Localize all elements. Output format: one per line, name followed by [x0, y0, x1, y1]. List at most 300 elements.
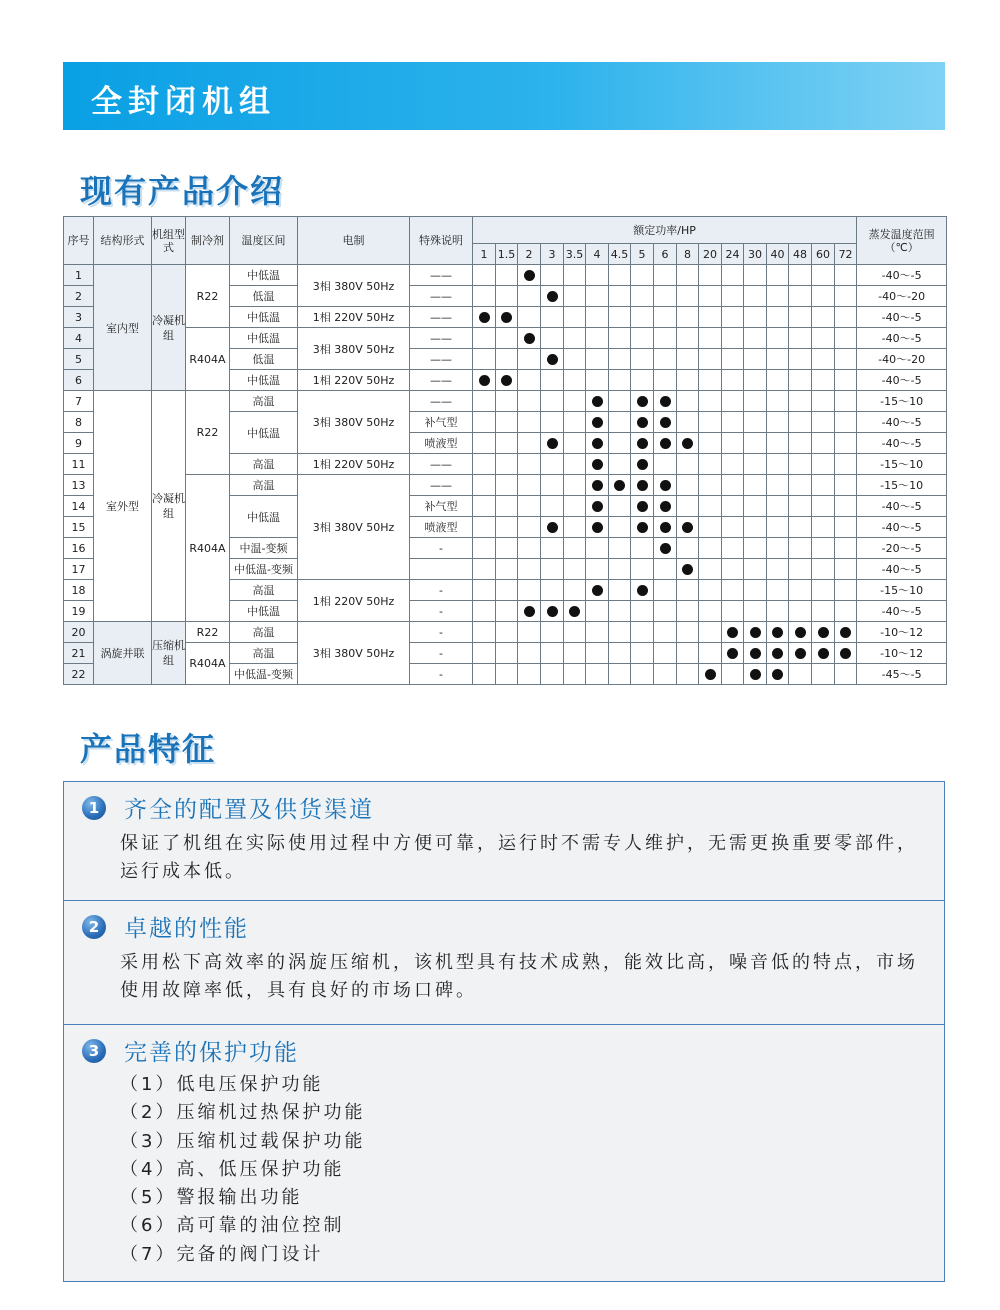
- availability-dot-icon: [592, 417, 603, 428]
- cell-special: 补气型: [410, 496, 473, 517]
- header-evap-range: 蒸发温度范围（℃）: [857, 217, 947, 265]
- cell-evap-range: -40～-20: [857, 286, 947, 307]
- cell-hp: [812, 412, 835, 433]
- cell-seq: 9: [64, 433, 94, 454]
- cell-hp: [586, 517, 609, 538]
- cell-hp: [631, 349, 654, 370]
- availability-dot-icon: [660, 501, 671, 512]
- header-hp: 2: [518, 244, 541, 265]
- availability-dot-icon: [569, 606, 580, 617]
- cell-hp: [789, 454, 812, 475]
- cell-hp: [473, 286, 496, 307]
- cell-hp: [835, 496, 857, 517]
- cell-hp: [789, 517, 812, 538]
- cell-hp: [767, 664, 789, 685]
- availability-dot-icon: [840, 648, 851, 659]
- cell-hp: [677, 517, 699, 538]
- cell-hp: [518, 622, 541, 643]
- cell-hp: [789, 580, 812, 601]
- cell-power-supply: 1相 220V 50Hz: [298, 580, 410, 622]
- cell-special: ——: [410, 454, 473, 475]
- cell-evap-range: -15～10: [857, 580, 947, 601]
- cell-hp: [518, 454, 541, 475]
- availability-dot-icon: [660, 417, 671, 428]
- cell-hp: [744, 454, 767, 475]
- cell-hp: [767, 475, 789, 496]
- cell-hp: [677, 580, 699, 601]
- header-hp: 6: [654, 244, 677, 265]
- cell-hp: [586, 559, 609, 580]
- cell-hp: [789, 286, 812, 307]
- cell-hp: [677, 454, 699, 475]
- cell-evap-range: -40～-20: [857, 349, 947, 370]
- cell-hp: [609, 433, 631, 454]
- cell-hp: [564, 517, 586, 538]
- cell-hp: [631, 601, 654, 622]
- cell-evap-range: -45～-5: [857, 664, 947, 685]
- header-hp: 20: [699, 244, 722, 265]
- cell-hp: [654, 559, 677, 580]
- availability-dot-icon: [818, 648, 829, 659]
- cell-seq: 11: [64, 454, 94, 475]
- cell-special: ——: [410, 391, 473, 412]
- availability-dot-icon: [592, 396, 603, 407]
- cell-special: ——: [410, 475, 473, 496]
- cell-hp: [473, 559, 496, 580]
- cell-hp: [518, 286, 541, 307]
- cell-hp: [473, 349, 496, 370]
- cell-hp: [473, 265, 496, 286]
- cell-hp: [654, 580, 677, 601]
- cell-hp: [744, 622, 767, 643]
- cell-hp: [722, 265, 744, 286]
- cell-hp: [767, 391, 789, 412]
- cell-hp: [789, 664, 812, 685]
- feature-1: [64, 782, 944, 901]
- cell-hp: [473, 601, 496, 622]
- cell-hp: [496, 370, 518, 391]
- cell-temp-range: 中低温: [230, 496, 298, 538]
- cell-hp: [609, 349, 631, 370]
- cell-hp: [541, 475, 564, 496]
- cell-hp: [767, 286, 789, 307]
- cell-hp: [699, 622, 722, 643]
- cell-hp: [564, 265, 586, 286]
- availability-dot-icon: [682, 564, 693, 575]
- cell-hp: [473, 664, 496, 685]
- cell-refrigerant: R404A: [186, 475, 230, 622]
- cell-hp: [789, 349, 812, 370]
- cell-special: ——: [410, 328, 473, 349]
- cell-temp-range: 高温: [230, 580, 298, 601]
- cell-hp: [767, 622, 789, 643]
- cell-hp: [789, 622, 812, 643]
- cell-temp-range: 中低温: [230, 412, 298, 454]
- cell-refrigerant: R22: [186, 391, 230, 475]
- cell-hp: [654, 391, 677, 412]
- cell-hp: [564, 433, 586, 454]
- cell-hp: [518, 580, 541, 601]
- cell-special: ——: [410, 307, 473, 328]
- cell-hp: [564, 307, 586, 328]
- cell-hp: [609, 538, 631, 559]
- cell-hp: [767, 601, 789, 622]
- cell-special: -: [410, 622, 473, 643]
- cell-hp: [496, 349, 518, 370]
- cell-hp: [835, 580, 857, 601]
- cell-evap-range: -15～10: [857, 391, 947, 412]
- cell-hp: [496, 496, 518, 517]
- cell-hp: [609, 643, 631, 664]
- table-row: [64, 328, 947, 349]
- cell-hp: [677, 265, 699, 286]
- cell-hp: [722, 370, 744, 391]
- cell-hp: [812, 286, 835, 307]
- cell-hp: [835, 391, 857, 412]
- availability-dot-icon: [772, 669, 783, 680]
- cell-hp: [496, 538, 518, 559]
- cell-hp: [654, 349, 677, 370]
- cell-hp: [586, 391, 609, 412]
- cell-power-supply: 1相 220V 50Hz: [298, 370, 410, 391]
- page-banner: [63, 62, 945, 130]
- cell-hp: [631, 307, 654, 328]
- cell-special: ——: [410, 265, 473, 286]
- cell-hp: [789, 601, 812, 622]
- cell-refrigerant: R22: [186, 265, 230, 328]
- cell-hp: [812, 538, 835, 559]
- header-rated-power: 额定功率/HP: [473, 217, 857, 244]
- cell-hp: [586, 286, 609, 307]
- header-hp: 60: [812, 244, 835, 265]
- cell-hp: [609, 517, 631, 538]
- cell-special: -: [410, 538, 473, 559]
- cell-hp: [609, 391, 631, 412]
- cell-hp: [564, 328, 586, 349]
- cell-hp: [722, 664, 744, 685]
- cell-hp: [631, 391, 654, 412]
- cell-hp: [654, 517, 677, 538]
- cell-hp: [609, 412, 631, 433]
- cell-hp: [722, 286, 744, 307]
- availability-dot-icon: [637, 585, 648, 596]
- cell-hp: [496, 433, 518, 454]
- header-structure: 结构形式: [94, 217, 152, 265]
- cell-hp: [744, 433, 767, 454]
- cell-hp: [496, 391, 518, 412]
- cell-seq: 17: [64, 559, 94, 580]
- cell-special: -: [410, 664, 473, 685]
- cell-hp: [835, 622, 857, 643]
- header-hp: 4: [586, 244, 609, 265]
- cell-hp: [609, 496, 631, 517]
- cell-temp-range: 高温: [230, 391, 298, 412]
- feature-body: 采用松下高效率的涡旋压缩机，该机型具有技术成熟，能效比高，噪音低的特点，市场使用故障率低，具有良好的市场口碑。: [120, 952, 918, 1001]
- cell-special: 喷液型: [410, 517, 473, 538]
- cell-evap-range: -40～-5: [857, 307, 947, 328]
- cell-hp: [835, 643, 857, 664]
- cell-hp: [812, 307, 835, 328]
- header-hp: 24: [722, 244, 744, 265]
- cell-hp: [564, 454, 586, 475]
- cell-special: -: [410, 643, 473, 664]
- cell-hp: [722, 601, 744, 622]
- cell-hp: [835, 433, 857, 454]
- cell-hp: [677, 475, 699, 496]
- cell-hp: [677, 370, 699, 391]
- cell-hp: [496, 643, 518, 664]
- availability-dot-icon: [772, 648, 783, 659]
- cell-seq: 5: [64, 349, 94, 370]
- cell-hp: [541, 454, 564, 475]
- cell-hp: [699, 580, 722, 601]
- cell-hp: [473, 307, 496, 328]
- cell-hp: [609, 580, 631, 601]
- availability-dot-icon: [524, 333, 535, 344]
- cell-hp: [744, 664, 767, 685]
- cell-hp: [835, 328, 857, 349]
- cell-hp: [586, 412, 609, 433]
- cell-hp: [631, 265, 654, 286]
- cell-hp: [496, 265, 518, 286]
- availability-dot-icon: [840, 627, 851, 638]
- cell-hp: [654, 601, 677, 622]
- availability-dot-icon: [705, 669, 716, 680]
- number-2-icon: 2: [82, 915, 106, 939]
- cell-hp: [767, 307, 789, 328]
- header-hp: 3.5: [564, 244, 586, 265]
- header-hp: 1: [473, 244, 496, 265]
- cell-hp: [699, 412, 722, 433]
- cell-temp-range: 中低温: [230, 370, 298, 391]
- cell-hp: [631, 286, 654, 307]
- cell-structure: 室内型: [94, 265, 152, 391]
- cell-hp: [654, 622, 677, 643]
- cell-hp: [722, 328, 744, 349]
- availability-dot-icon: [660, 543, 671, 554]
- cell-hp: [722, 349, 744, 370]
- cell-temp-range: 中低温-变频: [230, 559, 298, 580]
- cell-hp: [609, 286, 631, 307]
- cell-evap-range: -10～12: [857, 643, 947, 664]
- cell-hp: [541, 664, 564, 685]
- cell-hp: [744, 601, 767, 622]
- cell-hp: [473, 370, 496, 391]
- cell-hp: [654, 538, 677, 559]
- availability-dot-icon: [547, 606, 558, 617]
- cell-hp: [767, 412, 789, 433]
- cell-seq: 19: [64, 601, 94, 622]
- cell-hp: [564, 412, 586, 433]
- cell-hp: [564, 349, 586, 370]
- banner-title: 全封闭机组: [91, 84, 276, 120]
- cell-hp: [609, 370, 631, 391]
- cell-temp-range: 中低温: [230, 328, 298, 349]
- cell-hp: [722, 433, 744, 454]
- cell-hp: [812, 433, 835, 454]
- cell-hp: [812, 391, 835, 412]
- cell-seq: 2: [64, 286, 94, 307]
- cell-special: -: [410, 601, 473, 622]
- cell-hp: [518, 517, 541, 538]
- availability-dot-icon: [547, 438, 558, 449]
- cell-hp: [518, 601, 541, 622]
- feature-body: 保证了机组在实际使用过程中方便可靠，运行时不需专人维护，无需更换重要零部件，运行成本低。: [120, 833, 918, 882]
- header-hp: 8: [677, 244, 699, 265]
- cell-hp: [767, 433, 789, 454]
- cell-hp: [744, 349, 767, 370]
- cell-hp: [812, 475, 835, 496]
- cell-hp: [767, 643, 789, 664]
- cell-hp: [586, 538, 609, 559]
- cell-unit-type: 冷凝机组: [152, 265, 186, 391]
- cell-hp: [631, 328, 654, 349]
- cell-hp: [767, 265, 789, 286]
- cell-evap-range: -40～-5: [857, 370, 947, 391]
- cell-hp: [812, 580, 835, 601]
- cell-temp-range: 中低温: [230, 265, 298, 286]
- availability-dot-icon: [547, 522, 558, 533]
- cell-hp: [835, 412, 857, 433]
- header-seq: 序号: [64, 217, 94, 265]
- cell-hp: [835, 349, 857, 370]
- cell-temp-range: 中低温: [230, 601, 298, 622]
- cell-power-supply: 3相 380V 50Hz: [298, 265, 410, 307]
- cell-hp: [541, 307, 564, 328]
- cell-hp: [541, 622, 564, 643]
- availability-dot-icon: [660, 480, 671, 491]
- cell-hp: [586, 475, 609, 496]
- cell-hp: [518, 391, 541, 412]
- cell-temp-range: 高温: [230, 454, 298, 475]
- feature-3: [64, 1025, 944, 1281]
- availability-dot-icon: [614, 480, 625, 491]
- cell-hp: [473, 412, 496, 433]
- cell-refrigerant: R404A: [186, 328, 230, 391]
- cell-hp: [812, 370, 835, 391]
- cell-hp: [654, 664, 677, 685]
- cell-hp: [564, 286, 586, 307]
- cell-hp: [654, 643, 677, 664]
- cell-hp: [677, 412, 699, 433]
- cell-hp: [609, 559, 631, 580]
- cell-hp: [677, 664, 699, 685]
- cell-hp: [744, 265, 767, 286]
- cell-hp: [699, 307, 722, 328]
- cell-hp: [654, 328, 677, 349]
- cell-hp: [767, 370, 789, 391]
- cell-special: ——: [410, 370, 473, 391]
- cell-seq: 16: [64, 538, 94, 559]
- header-hp: 5: [631, 244, 654, 265]
- cell-hp: [767, 328, 789, 349]
- cell-hp: [564, 538, 586, 559]
- cell-hp: [496, 286, 518, 307]
- cell-seq: 6: [64, 370, 94, 391]
- cell-hp: [789, 265, 812, 286]
- list-item: （3）压缩机过载保护功能: [120, 1130, 366, 1152]
- cell-hp: [699, 643, 722, 664]
- feature-title: 完善的保护功能: [124, 1040, 299, 1066]
- cell-hp: [609, 601, 631, 622]
- header-hp: 72: [835, 244, 857, 265]
- section-title-features: 产品特征: [80, 730, 217, 768]
- cell-seq: 13: [64, 475, 94, 496]
- cell-seq: 20: [64, 622, 94, 643]
- cell-hp: [518, 664, 541, 685]
- list-item: （6）高可靠的油位控制: [120, 1215, 345, 1237]
- table-row: [64, 622, 947, 643]
- cell-hp: [631, 643, 654, 664]
- cell-hp: [789, 328, 812, 349]
- table-row: [64, 391, 947, 412]
- cell-evap-range: -40～-5: [857, 412, 947, 433]
- cell-seq: 22: [64, 664, 94, 685]
- cell-hp: [699, 349, 722, 370]
- cell-hp: [699, 370, 722, 391]
- table-row: [64, 475, 947, 496]
- cell-hp: [699, 538, 722, 559]
- availability-dot-icon: [637, 396, 648, 407]
- cell-hp: [564, 664, 586, 685]
- cell-hp: [654, 370, 677, 391]
- cell-hp: [812, 265, 835, 286]
- cell-temp-range: 高温: [230, 643, 298, 664]
- cell-hp: [699, 454, 722, 475]
- header-hp: 3: [541, 244, 564, 265]
- cell-hp: [586, 580, 609, 601]
- cell-hp: [586, 601, 609, 622]
- availability-dot-icon: [750, 627, 761, 638]
- cell-hp: [767, 517, 789, 538]
- availability-dot-icon: [795, 648, 806, 659]
- cell-unit-type: 压缩机组: [152, 622, 186, 685]
- cell-hp: [767, 538, 789, 559]
- cell-special: ——: [410, 349, 473, 370]
- cell-hp: [586, 328, 609, 349]
- cell-hp: [541, 370, 564, 391]
- cell-hp: [564, 622, 586, 643]
- cell-hp: [744, 496, 767, 517]
- cell-hp: [812, 496, 835, 517]
- cell-hp: [699, 286, 722, 307]
- cell-hp: [564, 559, 586, 580]
- cell-hp: [699, 433, 722, 454]
- cell-hp: [699, 391, 722, 412]
- cell-hp: [496, 454, 518, 475]
- cell-special: -: [410, 580, 473, 601]
- list-item: （7）完备的阀门设计: [120, 1243, 324, 1265]
- availability-dot-icon: [637, 501, 648, 512]
- cell-hp: [812, 559, 835, 580]
- cell-hp: [699, 601, 722, 622]
- availability-dot-icon: [818, 627, 829, 638]
- cell-power-supply: 3相 380V 50Hz: [298, 475, 410, 580]
- cell-hp: [744, 328, 767, 349]
- cell-hp: [812, 622, 835, 643]
- cell-refrigerant: R404A: [186, 643, 230, 685]
- cell-hp: [722, 496, 744, 517]
- cell-evap-range: -15～10: [857, 454, 947, 475]
- header-special: 特殊说明: [410, 217, 473, 265]
- cell-hp: [609, 307, 631, 328]
- cell-hp: [835, 559, 857, 580]
- cell-hp: [541, 349, 564, 370]
- cell-hp: [812, 517, 835, 538]
- cell-special: 补气型: [410, 412, 473, 433]
- cell-power-supply: 3相 380V 50Hz: [298, 622, 410, 685]
- cell-hp: [699, 664, 722, 685]
